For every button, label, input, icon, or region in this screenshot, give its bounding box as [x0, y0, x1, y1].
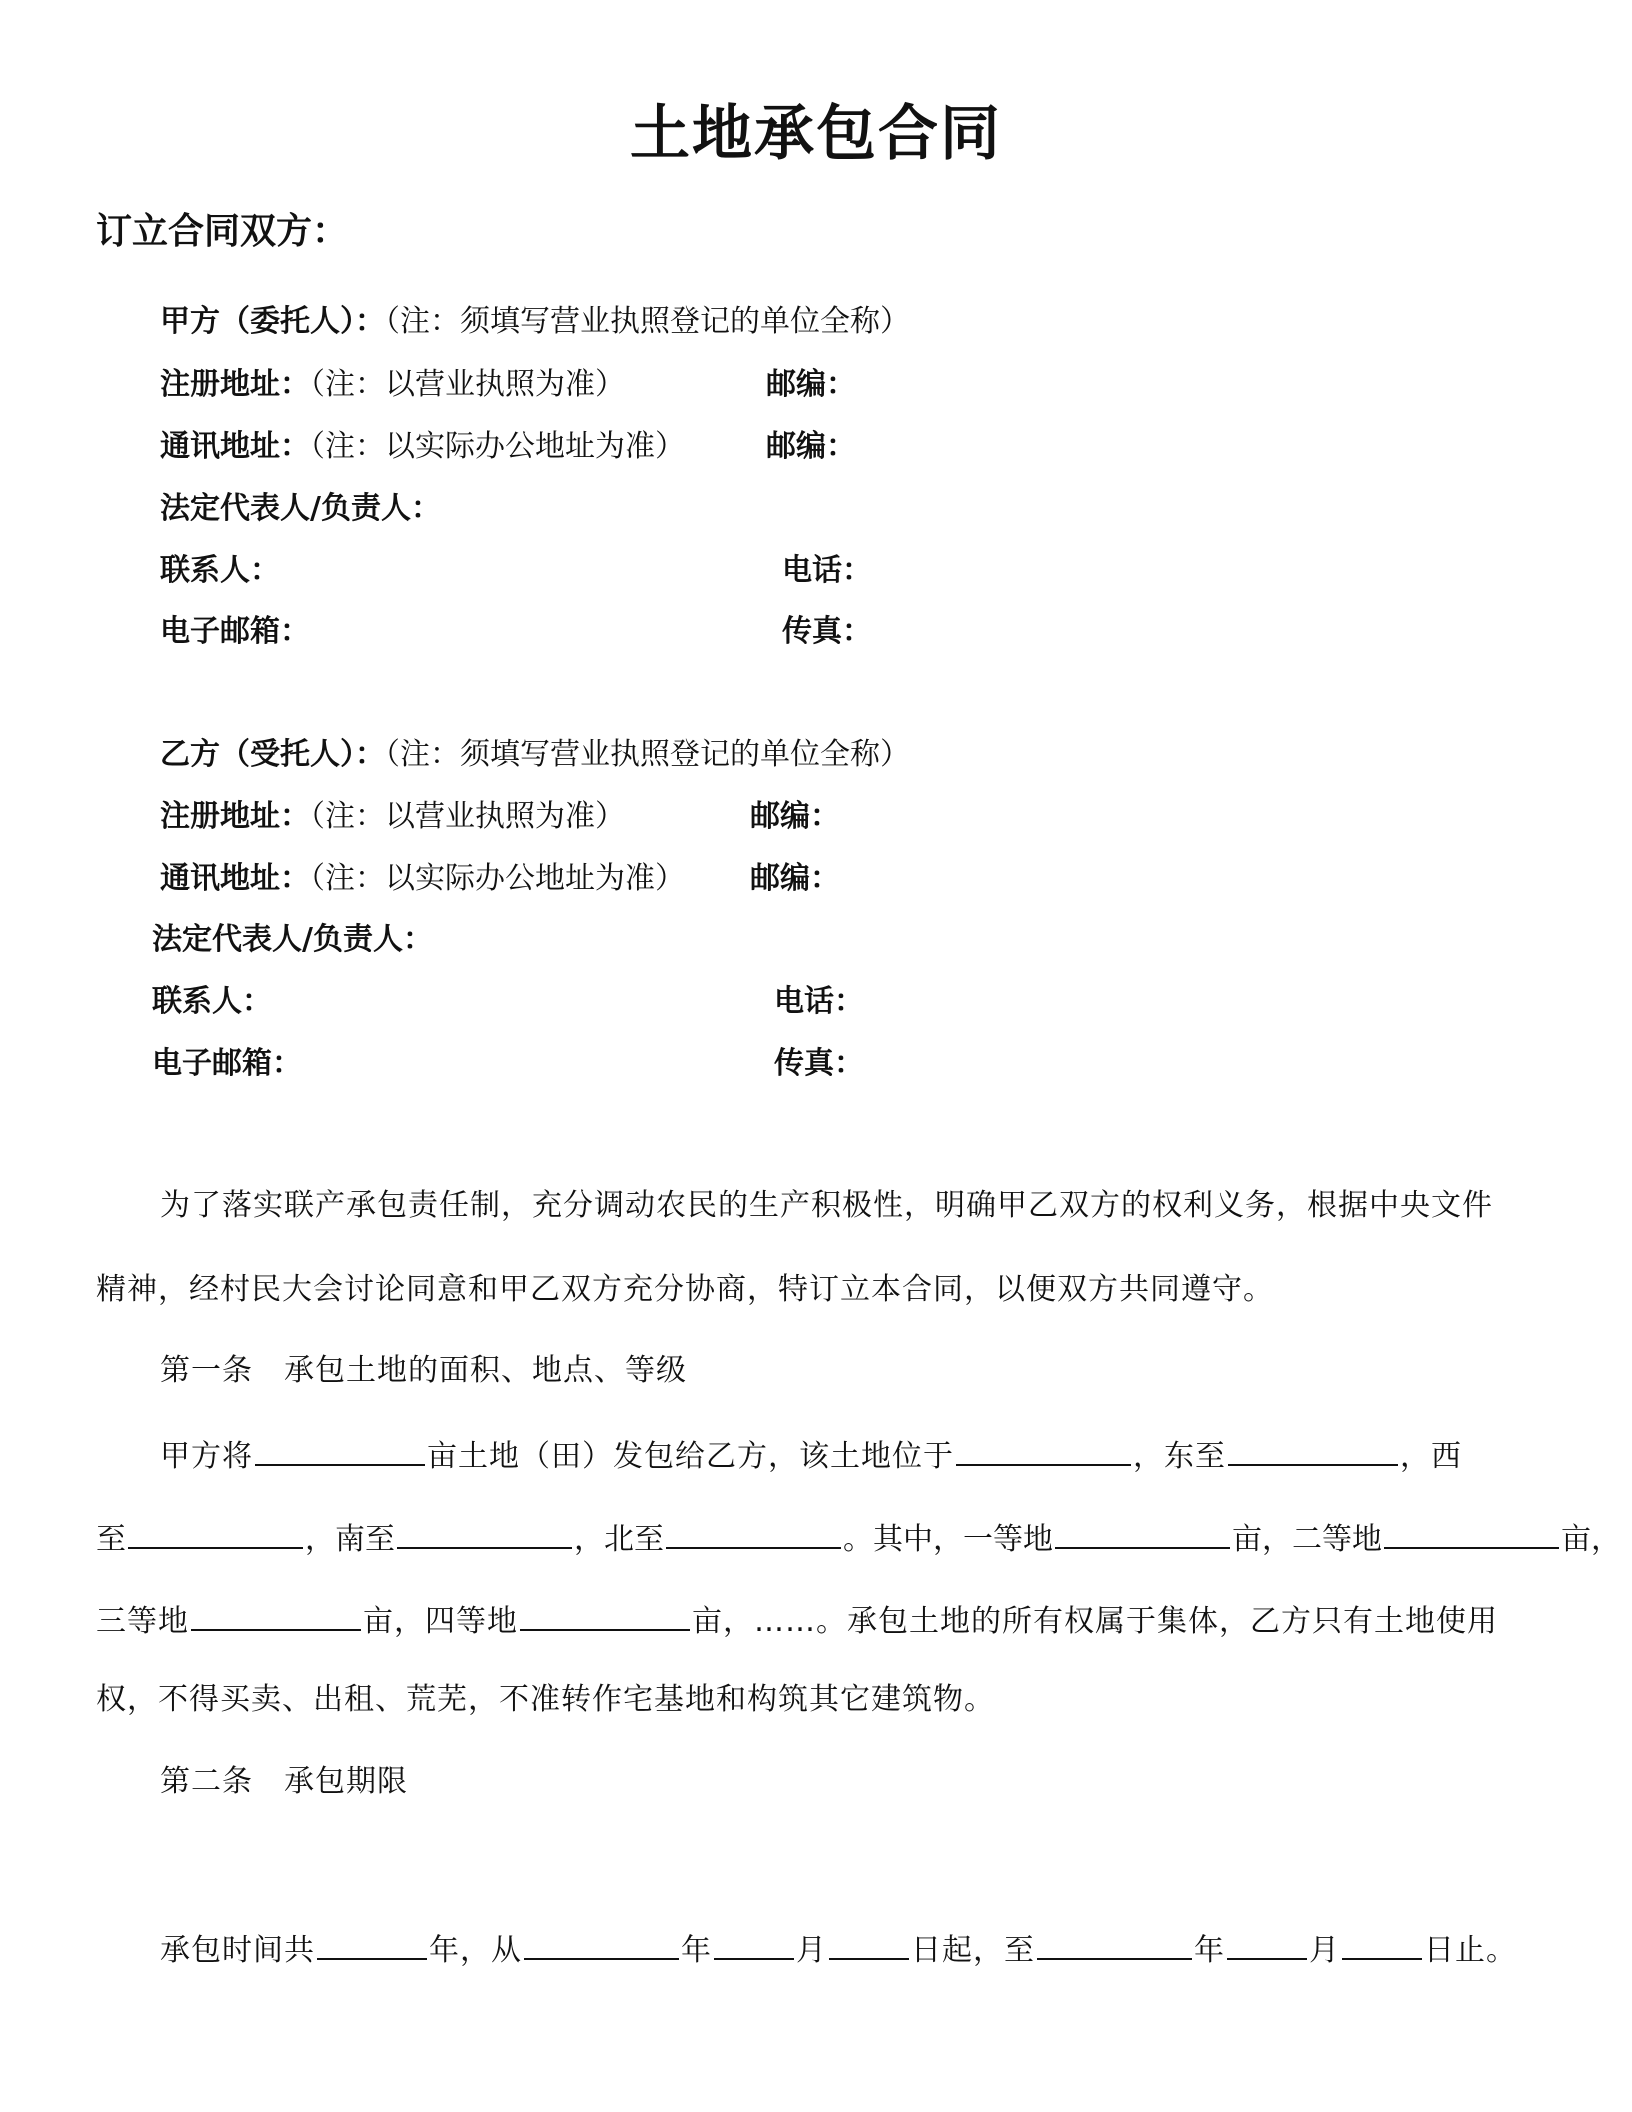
party-b-mail-postcode-label: 邮编：: [750, 861, 840, 896]
party-a-reg-address-note: （注：以营业执照为准）: [310, 367, 625, 402]
grade-3-area-blank[interactable]: [191, 1603, 361, 1631]
grade-1-area-blank[interactable]: [1055, 1521, 1230, 1549]
start-day-blank[interactable]: [829, 1932, 909, 1960]
a1-l2-text-f: 亩，: [1561, 1522, 1621, 1557]
parties-heading: 订立合同双方：: [96, 211, 349, 252]
end-year-blank[interactable]: [1037, 1932, 1192, 1960]
a1-l3-text-a: 三等地: [96, 1604, 189, 1639]
party-b-mail-address: [160, 861, 685, 896]
west-boundary-blank[interactable]: [128, 1521, 303, 1549]
article-1-line-2: [96, 1521, 1621, 1555]
party-b-mail-address-note: （注：以实际办公地址为准）: [310, 861, 685, 896]
party-a-mail-address: [160, 429, 685, 464]
end-day-blank[interactable]: [1342, 1932, 1422, 1960]
article-1-heading: 第一条 承包土地的面积、地点、等级: [160, 1353, 687, 1388]
article-1-line-3: [96, 1603, 1498, 1637]
a1-l2-text-e: 亩，二等地: [1232, 1522, 1382, 1557]
preamble-line-2: 精神，经村民大会讨论同意和甲乙双方充分协商，特订立本合同，以便双方共同遵守。: [96, 1272, 1274, 1307]
party-a-contact-label: 联系人：: [160, 553, 280, 588]
a1-l3-text-c: 亩，……。承包土地的所有权属于集体，乙方只有土地使用: [692, 1604, 1498, 1639]
south-boundary-blank[interactable]: [397, 1521, 572, 1549]
a1-l2-text-d: 。其中，一等地: [843, 1522, 1053, 1557]
party-a-email-label: 电子邮箱：: [160, 614, 310, 649]
a1-l1-text-d: ，西: [1400, 1439, 1462, 1474]
north-boundary-blank[interactable]: [666, 1521, 841, 1549]
party-b-legal-rep-label: 法定代表人/负责人：: [152, 922, 433, 957]
party-a-mail-postcode-label: 邮编：: [766, 429, 856, 464]
a1-l2-text-b: ，南至: [305, 1522, 395, 1557]
preamble-line-1: 为了落实联产承包责任制，充分调动农民的生产积极性，明确甲乙双方的权利义务，根据中央文件: [160, 1188, 1493, 1223]
east-boundary-blank[interactable]: [1228, 1438, 1398, 1466]
party-a-mail-address-note: （注：以实际办公地址为准）: [310, 429, 685, 464]
party-a-header-note: （注：须填写营业执照登记的单位全称）: [385, 304, 910, 339]
party-b-fax-label: 传真：: [774, 1046, 864, 1081]
party-a-reg-postcode-label: 邮编：: [766, 367, 856, 402]
article-1-line-1: [160, 1438, 1462, 1472]
document-title: 土地承包合同: [630, 99, 1002, 169]
party-b-reg-address: [160, 799, 625, 834]
a2-text-g: 月: [1309, 1933, 1340, 1968]
party-a-legal-rep-label: 法定代表人/负责人：: [160, 491, 441, 526]
a1-l1-text-a: 甲方将: [160, 1439, 253, 1474]
party-a-reg-address-label: 注册地址：: [160, 367, 310, 402]
a1-l2-text-a: 至: [96, 1522, 126, 1557]
party-a-header: [160, 304, 910, 339]
area-blank[interactable]: [255, 1438, 425, 1466]
party-b-header-note: （注：须填写营业执照登记的单位全称）: [385, 737, 910, 772]
party-b-reg-postcode-label: 邮编：: [750, 799, 840, 834]
party-a-reg-address: [160, 367, 625, 402]
a2-text-b: 年，从: [429, 1933, 522, 1968]
term-years-blank[interactable]: [317, 1932, 427, 1960]
grade-2-area-blank[interactable]: [1384, 1521, 1559, 1549]
party-b-reg-address-note: （注：以营业执照为准）: [310, 799, 625, 834]
a2-text-d: 月: [796, 1933, 827, 1968]
article-2-heading: 第二条 承包期限: [160, 1764, 408, 1799]
party-a-fax-label: 传真：: [782, 614, 872, 649]
a2-text-h: 日止。: [1424, 1933, 1517, 1968]
party-b-reg-address-label: 注册地址：: [160, 799, 310, 834]
a1-l1-text-c: ，东至: [1133, 1439, 1226, 1474]
party-b-contact-label: 联系人：: [152, 984, 272, 1019]
party-b-mail-address-label: 通讯地址：: [160, 861, 310, 896]
start-year-blank[interactable]: [524, 1932, 679, 1960]
a1-l3-text-b: 亩，四等地: [363, 1604, 518, 1639]
a1-l1-text-b: 亩土地（田）发包给乙方，该土地位于: [427, 1439, 954, 1474]
article-1-line-4: 权，不得买卖、出租、荒芜，不准转作宅基地和构筑其它建筑物。: [96, 1682, 995, 1717]
party-b-email-label: 电子邮箱：: [152, 1046, 302, 1081]
grade-4-area-blank[interactable]: [520, 1603, 690, 1631]
party-a-header-label: 甲方（委托人）：: [160, 304, 385, 339]
article-2-term-line: [160, 1932, 1517, 1966]
a2-text-f: 年: [1194, 1933, 1225, 1968]
a2-text-e: 日起，至: [911, 1933, 1035, 1968]
end-month-blank[interactable]: [1227, 1932, 1307, 1960]
party-a-mail-address-label: 通讯地址：: [160, 429, 310, 464]
party-b-phone-label: 电话：: [774, 984, 864, 1019]
a2-text-a: 承包时间共: [160, 1933, 315, 1968]
start-month-blank[interactable]: [714, 1932, 794, 1960]
party-b-header-label: 乙方（受托人）：: [160, 737, 385, 772]
location-blank[interactable]: [956, 1438, 1131, 1466]
party-b-header: [160, 737, 910, 772]
a2-text-c: 年: [681, 1933, 712, 1968]
party-a-phone-label: 电话：: [782, 553, 872, 588]
a1-l2-text-c: ，北至: [574, 1522, 664, 1557]
